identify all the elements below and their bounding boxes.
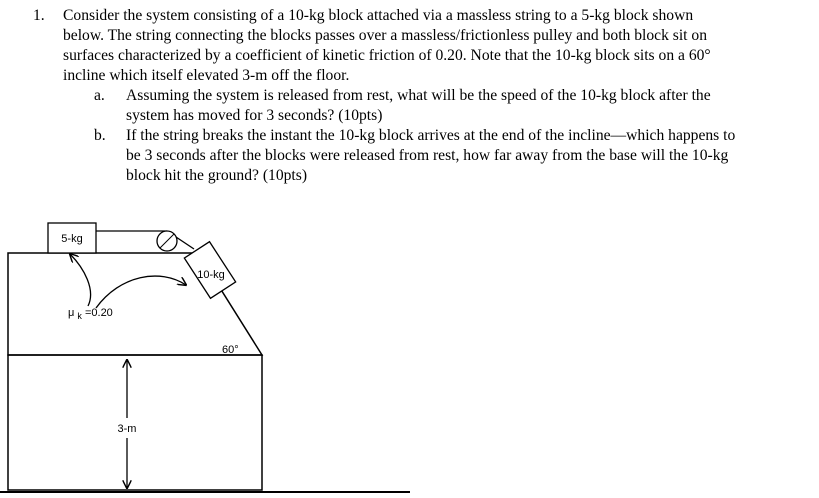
part-a-line: Assuming the system is released from rest, what will be the speed of the 10-kg block after the (126, 87, 711, 104)
part-b-line: be 3 seconds after the blocks were released from rest, how far away from the base will the 10-kg (126, 147, 729, 164)
motion-arrow-5kg (70, 254, 91, 306)
part-a-line: system has moved for 3 seconds? (10pts) (126, 107, 383, 124)
part-b-line: If the string breaks the instant the 10-kg block arrives at the end of the incline—which happens to (126, 127, 736, 144)
friction-value: =0.20 (84, 307, 113, 319)
block-5kg-label: 5-kg (61, 233, 83, 245)
motion-arrow-10kg (96, 276, 186, 308)
problem-line: below. The string connecting the blocks passes over a massless/frictionless pulley and both block sit on (63, 27, 707, 44)
friction-sub: k (77, 311, 82, 321)
problem-number: 1. (33, 7, 45, 24)
friction-label (68, 307, 113, 322)
problem-line: surfaces characterized by a coefficient of kinetic friction of 0.20. Note that the 10-kg block sits on a 60° (63, 47, 711, 64)
part-a-letter: a. (94, 87, 105, 104)
problem-line: incline which itself elevated 3-m off the floor. (63, 67, 350, 84)
part-b-letter: b. (94, 127, 106, 144)
string-incline (176, 237, 194, 249)
part-b-line: block hit the ground? (10pts) (126, 167, 308, 184)
angle-label: 60° (222, 344, 239, 356)
height-label: 3-m (117, 423, 137, 435)
problem-line: Consider the system consisting of a 10-kg block attached via a massless string to a 5-kg block shown (63, 7, 694, 24)
block-10kg-label: 10-kg (197, 269, 225, 281)
friction-mu: μ (68, 307, 75, 319)
